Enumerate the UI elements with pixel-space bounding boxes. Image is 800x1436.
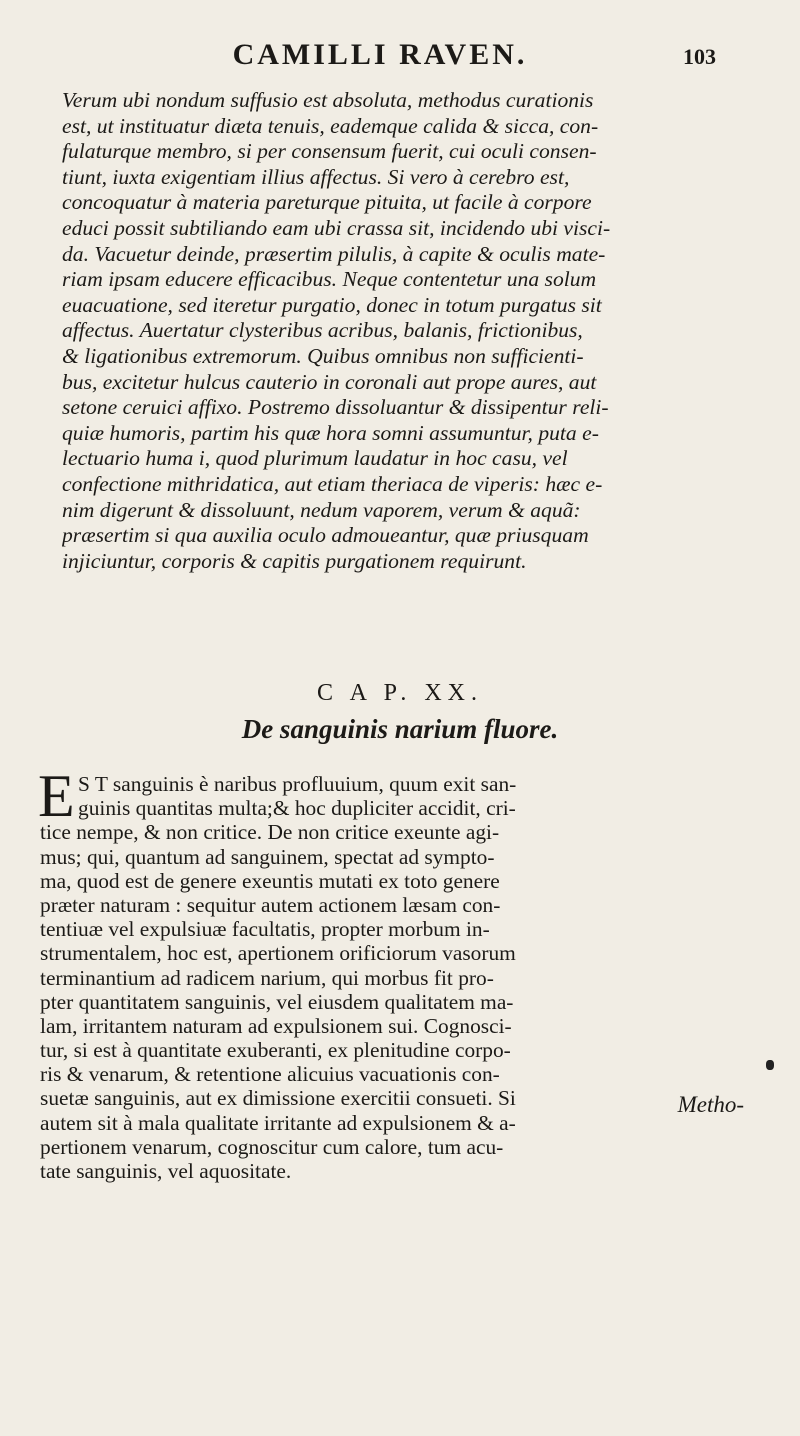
text-line: Verum ubi nondum suffusio est absoluta, methodus curationis	[62, 88, 594, 112]
section-title: De sanguinis narium fluore.	[241, 714, 559, 744]
running-head: CAMILLI RAVEN.	[232, 38, 528, 71]
text-line: lam, irritantem naturam ad expulsionem sui. Cognosci-	[40, 1013, 512, 1038]
text-line: terminantium ad radicem narium, qui morbus fit pro-	[40, 965, 494, 990]
drop-cap: E	[38, 763, 75, 829]
text-line: euacuatione, sed iteretur purgatio, donec in totum purgatus sit	[62, 292, 602, 317]
text-line: guinis quantitas multa;& hoc dupliciter accidit, cri-	[78, 796, 516, 821]
text-line: confectione mithridatica, aut etiam theriaca de viperis: hæc e-	[62, 471, 603, 496]
text-line: fulaturque membro, si per consensum fuerit, cui oculi consen-	[62, 139, 597, 164]
text-line: educi possit subtiliando eam ubi crassa sit, incidendo ubi visci-	[62, 215, 611, 240]
text-line: strumentalem, hoc est, apertionem orificiorum vasorum	[40, 941, 516, 966]
body-paragraph	[38, 763, 762, 1183]
text-line: S T sanguinis è naribus profluuium, quum exit san-	[78, 772, 517, 796]
catchword: Metho-	[677, 1092, 744, 1117]
text-line: tiunt, iuxta exigentiam illius affectus. Si vero à cerebro est,	[62, 164, 570, 189]
text-line: lectuario huma i, quod plurimum laudatur in hoc casu, vel	[62, 446, 568, 471]
text-line: autem sit à mala qualitate irritante ad expulsionem & a-	[40, 1110, 516, 1135]
text-line: pertionem venarum, cognoscitur cum calore, tum acu-	[40, 1134, 504, 1159]
text-line: & ligationibus extremorum. Quibus omnibus non sufficienti-	[62, 343, 584, 368]
text-line: mus; qui, quantum ad sanguinem, spectat ad sympto-	[40, 844, 495, 869]
text-line: tice nempe, & non critice. De non critice exeunte agi-	[40, 820, 500, 845]
text-line: præsertim si qua auxilia oculo admoueantur, quæ priusquam	[62, 523, 589, 548]
text-line: bus, excitetur hulcus cauterio in coronali aut prope aures, aut	[62, 369, 597, 394]
text-line: ris & venarum, & retentione alicuius vacuationis con-	[40, 1062, 500, 1087]
text-line: nim digerunt & dissoluunt, nedum vaporem, verum & aquã:	[62, 497, 581, 522]
text-line: præter naturam : sequitur autem actionem læsam con-	[40, 892, 501, 917]
italic-paragraph	[62, 88, 762, 574]
text-line: setone ceruici affixo. Postremo dissoluantur & dissipentur reli-	[62, 395, 609, 420]
text-line: da. Vacuetur deinde, præsertim pilulis, à capite & oculis mate-	[62, 241, 606, 266]
text-line: ma, quod est de genere exeuntis mutati ex toto genere	[40, 868, 500, 893]
text-line: quiæ humoris, partim his quæ hora somni assumuntur, puta e-	[62, 420, 599, 445]
text-line: suetæ sanguinis, aut ex dimissione exercitii consueti. Si	[40, 1086, 516, 1111]
chapter-heading: C A P. XX.	[316, 680, 484, 706]
text-line: tentiuæ vel expulsiuæ facultatis, propter morbum in-	[40, 917, 490, 942]
text-line: riam ipsam educere efficacibus. Neque contentetur una solum	[62, 267, 597, 292]
page-number: 103	[683, 44, 716, 69]
ink-smudge	[766, 1060, 774, 1070]
text-line: pter quantitatem sanguinis, vel eiusdem qualitatem ma-	[40, 989, 514, 1014]
text-line: tur, si est à quantitate exuberanti, ex plenitudine corpo-	[40, 1038, 511, 1063]
text-line: injiciuntur, corporis & capitis purgationem requirunt.	[62, 548, 527, 573]
text-line: affectus. Auertatur clysteribus acribus, balanis, frictionibus,	[62, 318, 583, 343]
text-line: tate sanguinis, vel aquositate.	[40, 1159, 292, 1183]
text-line: concoquatur à materia pareturque pituita, ut facile à corpore	[62, 190, 592, 215]
text-line: est, ut instituatur diæta tenuis, eademque calida & sicca, con-	[62, 113, 599, 138]
